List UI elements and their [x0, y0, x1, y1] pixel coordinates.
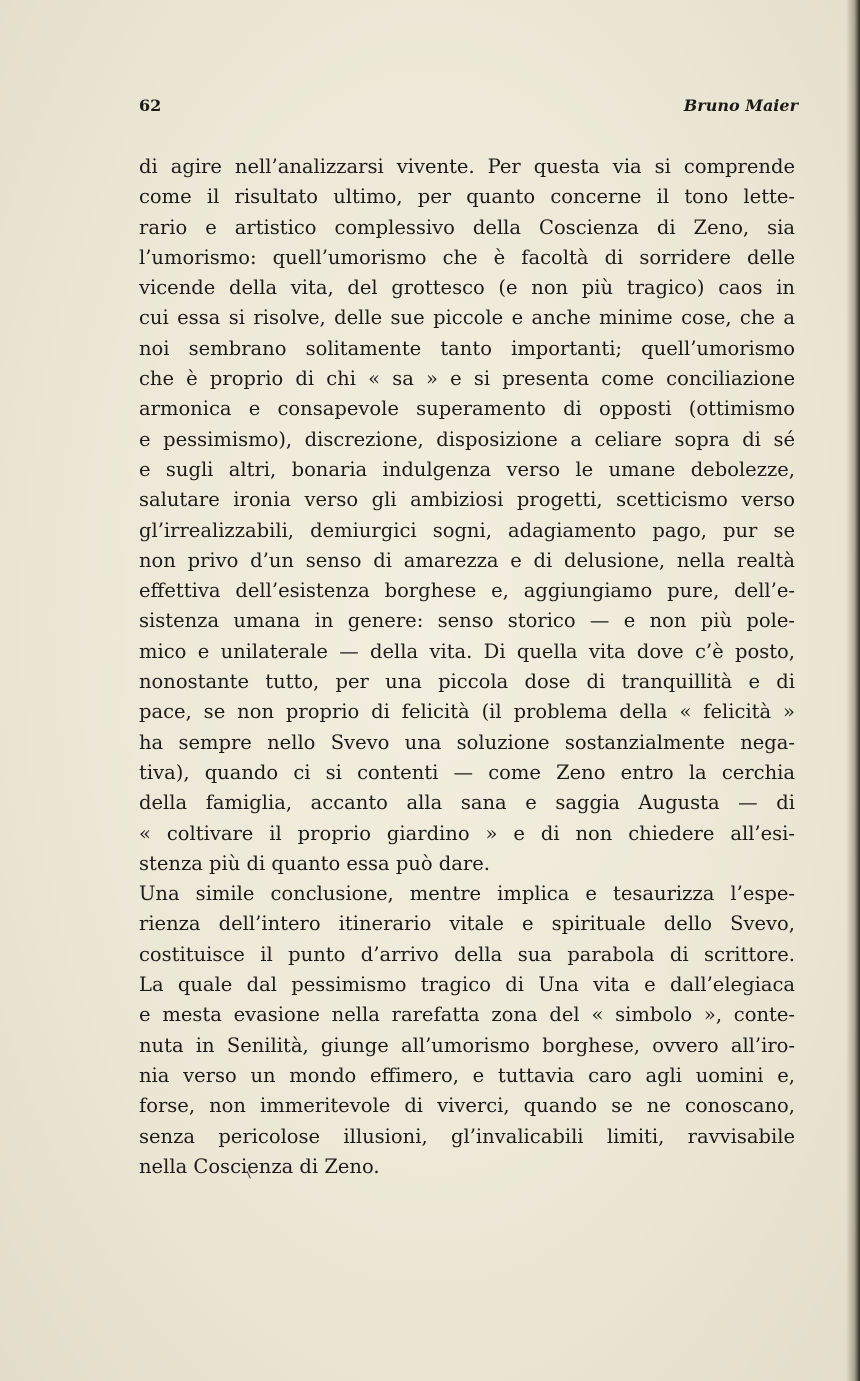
- text-line: senza pericolose illusioni, gl’invalicabili limiti, ravvisabile: [139, 1124, 795, 1148]
- text-line: non privo d’un senso di amarezza e di delusione, nella realtà: [139, 548, 795, 572]
- text-line: mico e unilaterale — della vita. Di quella vita dove c’è posto,: [139, 639, 795, 663]
- text-line: e mesta evasione nella rarefatta zona del « simbolo », conte-: [139, 1003, 795, 1027]
- text-line: La quale dal pessimismo tragico di Una vita e dall’elegiaca: [139, 973, 795, 997]
- text-line: vicende della vita, del grottesco (e non più tragico) caos in: [139, 276, 795, 300]
- text-line: « coltivare il proprio giardino » e di non chiedere all’esi-: [139, 821, 795, 845]
- text-line: rienza dell’intero itinerario vitale e spirituale dello Svevo,: [139, 912, 795, 936]
- text-line: Una simile conclusione, mentre implica e tesaurizza l’espe-: [139, 882, 795, 906]
- text-line: tiva), quando ci si contenti — come Zeno entro la cerchia: [139, 760, 795, 784]
- running-head-author: Bruno Maier: [683, 96, 798, 115]
- text-line: nia verso un mondo effimero, e tuttavia caro agli uomini e,: [139, 1063, 795, 1087]
- text-line: sistenza umana in genere: senso storico — e non più pole-: [139, 609, 795, 633]
- text-line: pace, se non proprio di felicità (il problema della « felicità »: [139, 700, 795, 724]
- text-line: forse, non immeritevole di viverci, quando se ne conoscano,: [139, 1094, 795, 1118]
- text-line: salutare ironia verso gli ambiziosi progetti, scetticismo verso: [139, 488, 795, 512]
- text-line: nonostante tutto, per una piccola dose di tranquillità e di: [139, 670, 795, 694]
- text-line: e sugli altri, bonaria indulgenza verso le umane debolezze,: [139, 457, 795, 481]
- text-line: rario e artistico complessivo della Coscienza di Zeno, sia: [139, 215, 795, 239]
- text-line: cui essa si risolve, delle sue piccole e anche minime cose, che a: [139, 306, 795, 330]
- body-text: [139, 152, 795, 1182]
- text-line: e pessimismo), discrezione, disposizione a celiare sopra di sé: [139, 427, 795, 451]
- text-line: effettiva dell’esistenza borghese e, aggiungiamo pure, dell’e-: [139, 579, 795, 603]
- text-line: gl’irrealizzabili, demiurgici sogni, adagiamento pago, pur se: [139, 518, 795, 542]
- text-line: armonica e consapevole superamento di opposti (ottimismo: [139, 397, 795, 421]
- text-line: noi sembrano solitamente tanto importanti; quell’umorismo: [139, 336, 795, 360]
- text-line: nuta in Senilità, giunge all’umorismo borghese, ovvero all’iro-: [139, 1033, 795, 1057]
- text-line: costituisce il punto d’arrivo della sua parabola di scrittore.: [139, 942, 795, 966]
- text-line: l’umorismo: quell’umorismo che è facoltà di sorridere delle: [139, 245, 795, 269]
- text-line: di agire nell’analizzarsi vivente. Per questa via si comprende: [139, 155, 795, 178]
- page-header: [139, 96, 798, 120]
- paragraph-end-line: stenza più di quanto essa può dare.: [139, 851, 490, 875]
- text-line: come il risultato ultimo, per quanto concerne il tono lette-: [139, 185, 795, 209]
- text-line: della famiglia, accanto alla sana e saggia Augusta — di: [139, 791, 795, 815]
- page-edge-shadow: [846, 0, 860, 1381]
- text-line: ha sempre nello Svevo una soluzione sostanzialmente nega-: [139, 730, 795, 754]
- paragraph-end-line: nella Coscienza di Zeno.: [139, 1154, 380, 1178]
- text-line: che è proprio di chi « sa » e si presenta come conciliazione: [139, 367, 795, 391]
- page-number: 62: [139, 96, 162, 115]
